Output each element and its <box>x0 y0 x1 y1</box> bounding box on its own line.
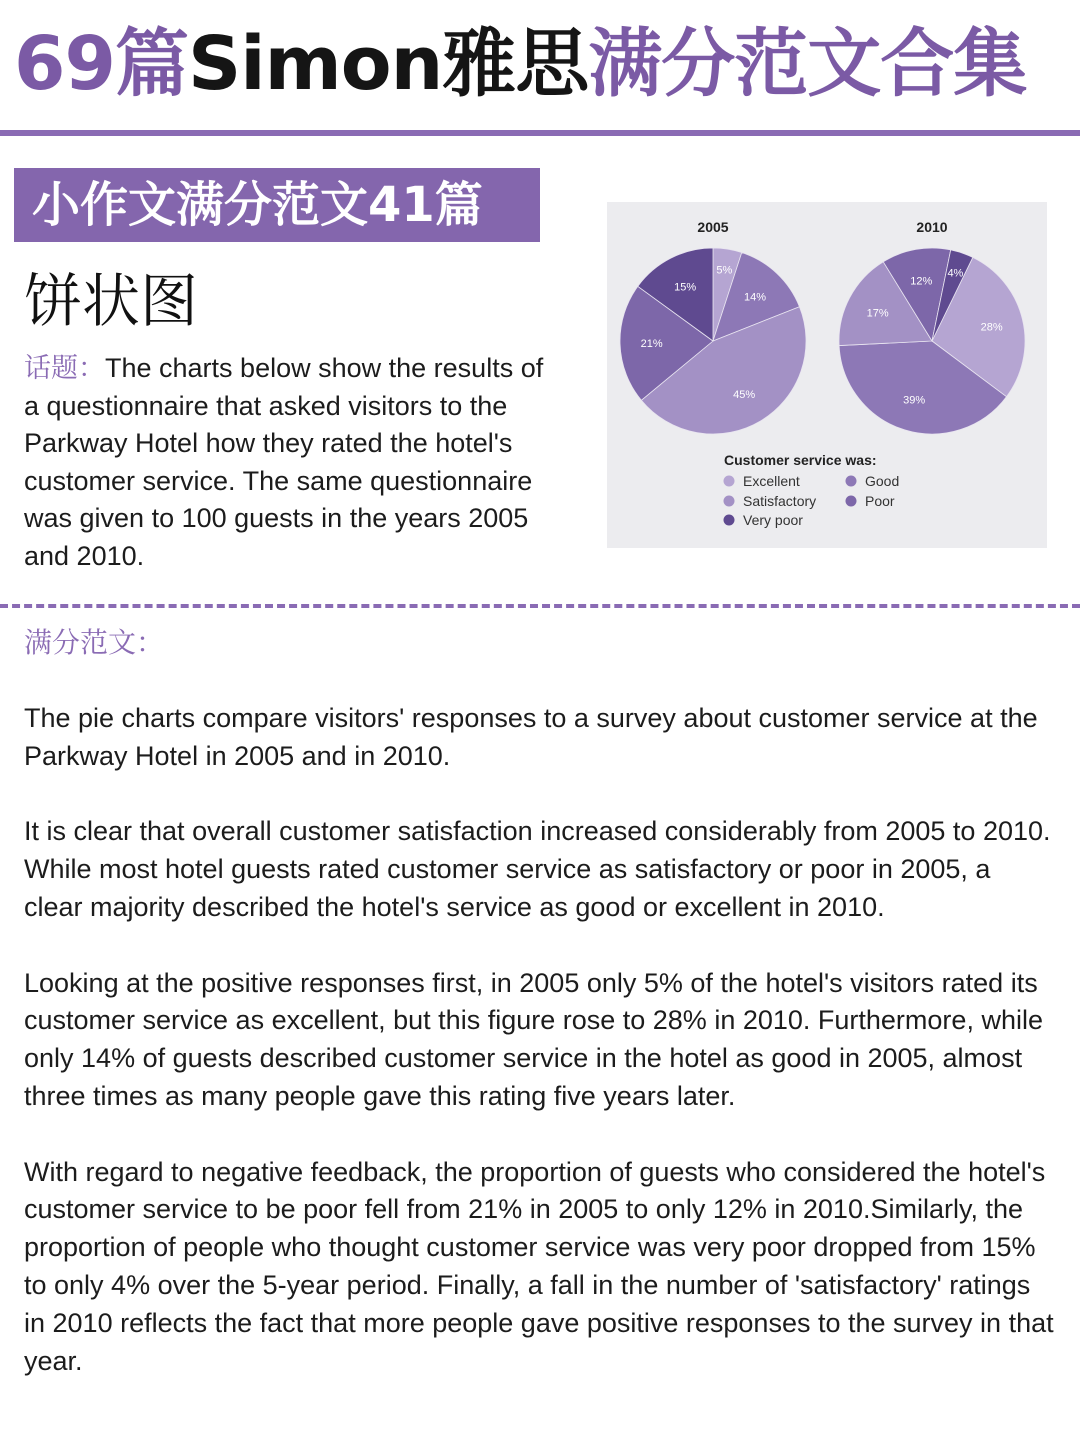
pie-title-2005: 2005 <box>697 219 729 235</box>
banner-title-count: 69篇 <box>14 21 188 107</box>
pie-data-label: 28% <box>980 321 1003 334</box>
pie-data-label: 39% <box>903 394 926 407</box>
page-banner <box>0 0 1080 128</box>
pie-data-label: 12% <box>910 275 933 288</box>
model-essay <box>24 700 1054 1418</box>
pie-data-label: 21% <box>640 337 663 350</box>
legend-title: Customer service was: <box>724 452 877 468</box>
dashed-divider <box>0 604 1080 608</box>
legend-swatch-very-poor <box>724 515 735 526</box>
essay-paragraph: It is clear that overall customer satisfaction increased considerably from 2005 to 2010. While most hotel guests rated customer service as satisfactory or poor in 2005, a clear majority described the hotel's service as good or excellent in 2010. <box>24 816 1051 922</box>
pie-data-label: 15% <box>674 281 697 294</box>
banner-title-author: Simon雅思 <box>187 21 589 107</box>
pie-data-label: 14% <box>743 291 767 304</box>
legend-swatch-satisfactory <box>724 496 735 507</box>
legend-swatch-poor <box>846 496 857 507</box>
topic-prompt <box>24 350 544 576</box>
legend-swatch-good <box>846 476 857 487</box>
banner-title-collection: 满分范文合集 <box>588 21 1027 107</box>
legend-label-poor: Poor <box>865 493 895 509</box>
banner-divider <box>0 130 1080 136</box>
pie-data-label: 5% <box>716 264 733 277</box>
topic-text: The charts below show the results of a questionnaire that asked visitors to the Parkway Hotel how they rated the hotel's customer service. The same questionnaire was given to 100 guests in the years 2005 and 2010. <box>24 353 544 571</box>
legend-label-excellent: Excellent <box>743 473 800 489</box>
legend-label-good: Good <box>865 473 900 489</box>
legend-label-satisfactory: Satisfactory <box>743 493 817 509</box>
essay-paragraph: The pie charts compare visitors' responses to a survey about customer service at the Parkway Hotel in 2005 and in 2010. <box>24 703 1038 771</box>
essay-label: 满分范文： <box>24 626 165 659</box>
legend-label-very-poor: Very poor <box>743 512 803 528</box>
pie-chart-panel <box>607 202 1047 548</box>
essay-paragraph: With regard to negative feedback, the proportion of guests who considered the hotel's customer service to be poor fell from 21% in 2005 to only 12% in 2010.Similarly, the proportion of people who thought customer service was very poor dropped from 15% to only 4% over the 5-year period. Finally, a fall in the number of 'satisfactory' ratings in 2010 reflects the fact that more people gave positive responses to the survey in that year. <box>24 1156 1054 1376</box>
legend-swatch-excellent <box>724 476 735 487</box>
topic-label: 话题： <box>24 353 105 383</box>
pie-charts <box>607 202 1047 548</box>
pie-data-label: 45% <box>733 388 756 401</box>
banner-title <box>14 21 1027 107</box>
essay-paragraph: Looking at the positive responses first, in 2005 only 5% of the hotel's visitors rated its customer service as excellent, but this figure rose to 28% in 2010. Furthermore, while only 14% of guests described customer service in the hotel as good in 2005, almost three times as many people gave this rating five years later. <box>24 967 1043 1111</box>
pie-data-label: 17% <box>866 307 889 320</box>
pie-title-2010: 2010 <box>916 219 948 235</box>
section-tag: 小作文满分范文41篇 <box>14 168 540 242</box>
pie-data-label: 4% <box>947 267 964 280</box>
chart-type-heading: 饼状图 <box>24 267 199 335</box>
